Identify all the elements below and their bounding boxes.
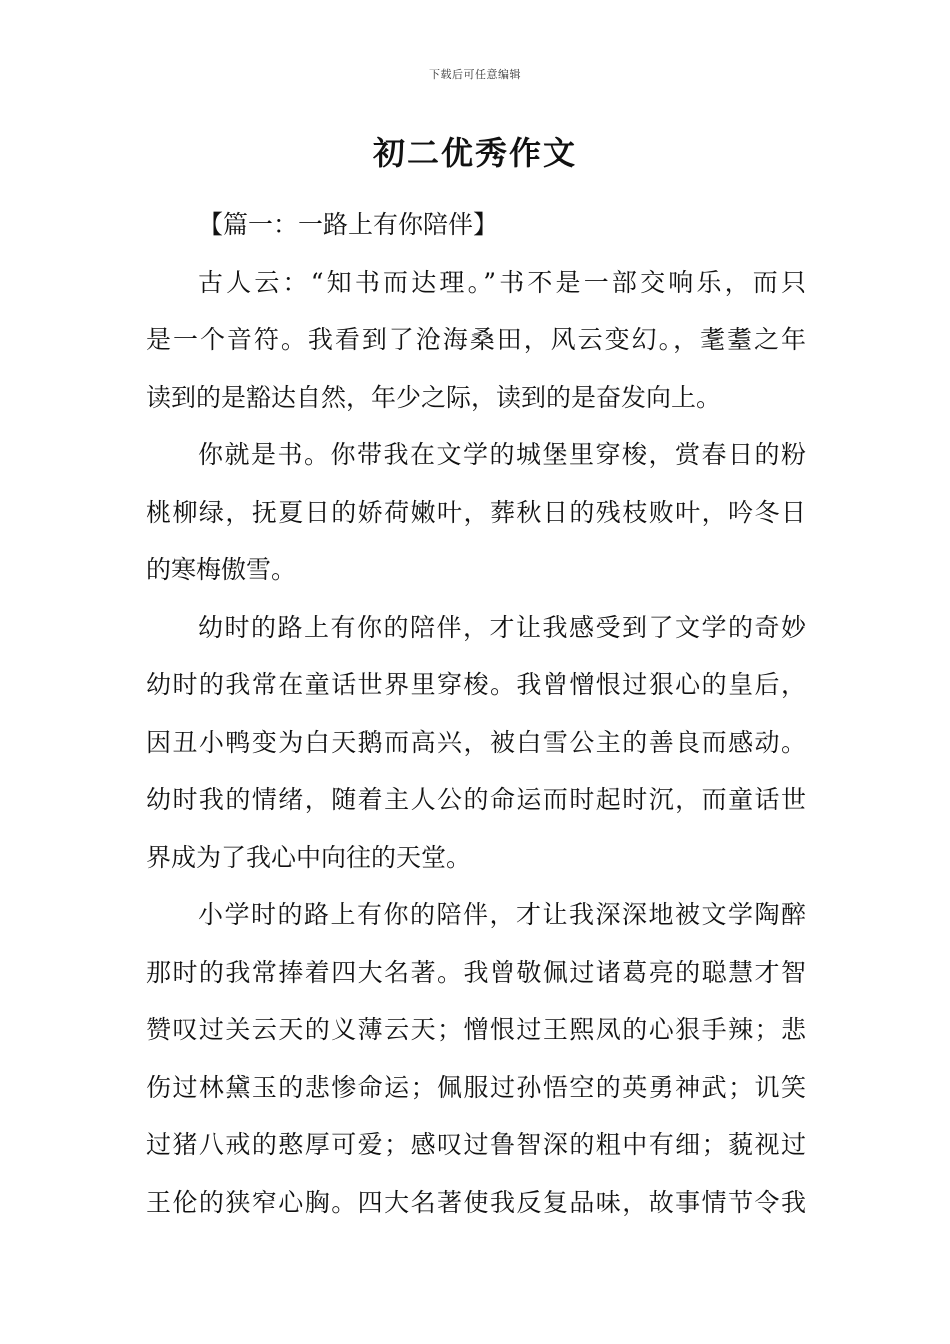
paragraph-line: 的寒梅傲雪。 [146,555,297,584]
paragraph-line: 界成为了我心中向往的天堂。 [146,842,472,872]
paragraph-line: 小学时的路上有你的陪伴，才让我深深地被文学陶醉 [198,900,806,929]
paragraph-line: 你就是书。你带我在文学的城堡里穿梭，赏春日的粉 [198,440,806,469]
document-body [146,196,806,1231]
paragraph-line: 幼时我的情绪，随着主人公的命运而时起时沉，而童话世 [146,785,806,814]
paragraph-line: 赞叹过关云天的义薄云天；憎恨过王熙凤的心狠手辣；悲 [146,1015,806,1044]
paragraph-line: 是一个音符。我看到了沧海桑田，风云变幻。，耄耋之年 [146,325,806,354]
paragraph-line: 因丑小鸭变为白天鹅而高兴，被白雪公主的善良而感动。 [146,727,806,757]
section-heading: 【篇一：一路上有你陪伴】 [198,210,499,239]
paragraph-line: 王伦的狭窄心胸。四大名著使我反复品味，故事情节令我 [146,1187,806,1217]
paragraph-line: 幼时的路上有你的陪伴，才让我感受到了文学的奇妙 [198,612,806,642]
paragraph-line: 那时的我常捧着四大名著。我曾敬佩过诸葛亮的聪慧才智 [146,957,806,987]
document-title: 初二优秀作文 [372,134,577,172]
paragraph-line: 过猪八戒的憨厚可爱；感叹过鲁智深的粗中有细；藐视过 [146,1130,806,1159]
header-note: 下载后可任意编辑 [429,68,521,81]
paragraph-line: 桃柳绿，抚夏日的娇荷嫩叶，葬秋日的残枝败叶，吟冬日 [146,497,806,527]
paragraph-line: 伤过林黛玉的悲惨命运；佩服过孙悟空的英勇神武；讥笑 [146,1072,806,1102]
paragraph-line: 幼时的我常在童话世界里穿梭。我曾憎恨过狠心的皇后， [146,670,806,699]
paragraph-line: 读到的是豁达自然，年少之际，读到的是奋发向上。 [146,382,722,412]
paragraph-line: 古人云：“知书而达理。”书不是一部交响乐，而只 [198,267,806,297]
